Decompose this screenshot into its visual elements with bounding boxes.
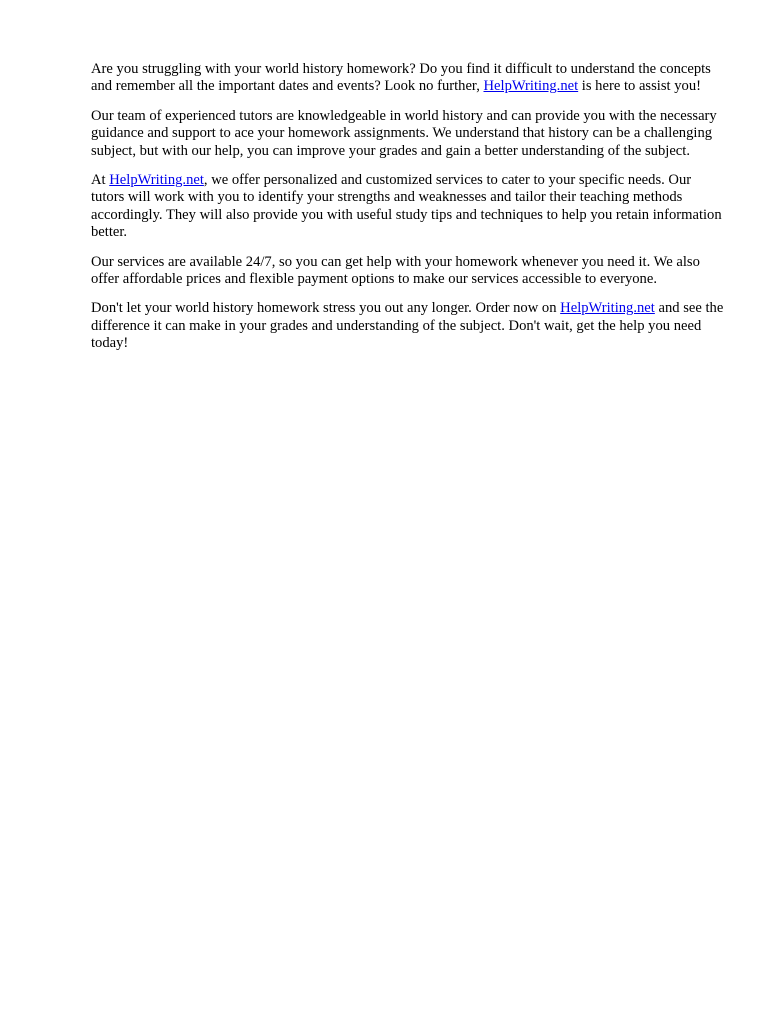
paragraph-availability <box>91 254 727 289</box>
paragraph-text: is here to assist you! <box>578 78 701 95</box>
paragraph-intro <box>91 61 727 96</box>
paragraph-tutors <box>91 108 727 160</box>
paragraph-text: Our team of experienced tutors are knowledgeable in world history and can provide you with the necessary guidance and support to ace your homework assignments. We understand that history can be a challenging subject, but with our help, you can improve your grades and gain a better understanding of the subject. <box>91 107 717 159</box>
helpwriting-link[interactable]: HelpWriting.net <box>109 172 204 189</box>
paragraph-text: , we offer personalized and customized services to cater to your specific needs. Our tutors will work with you to identify your strengths and weaknesses and tailor their teaching methods accordingly. They will also provide you with useful study tips and techniques to help you retain information better. <box>91 172 722 241</box>
paragraph-call-to-action <box>91 300 727 352</box>
paragraph-text: Our services are available 24/7, so you can get help with your homework whenever you need it. We also offer affordable prices and flexible payment options to make our services accessible to everyone. <box>91 253 700 288</box>
paragraph-text: Don't let your world history homework stress you out any longer. Order now on <box>91 300 561 317</box>
helpwriting-link[interactable]: HelpWriting.net <box>483 78 579 95</box>
paragraph-services <box>91 172 727 242</box>
paragraph-text: At <box>91 172 110 189</box>
document-body <box>91 61 727 365</box>
paragraph-text: and see the difference it can make in your grades and understanding of the subject. Don't wait, get the help you need today! <box>91 300 724 352</box>
paragraph-text: Are you struggling with your world history homework? Do you find it difficult to understand the concepts and remember all the important dates and events? Look no further, <box>91 61 711 95</box>
helpwriting-link[interactable]: HelpWriting.net <box>560 300 655 317</box>
